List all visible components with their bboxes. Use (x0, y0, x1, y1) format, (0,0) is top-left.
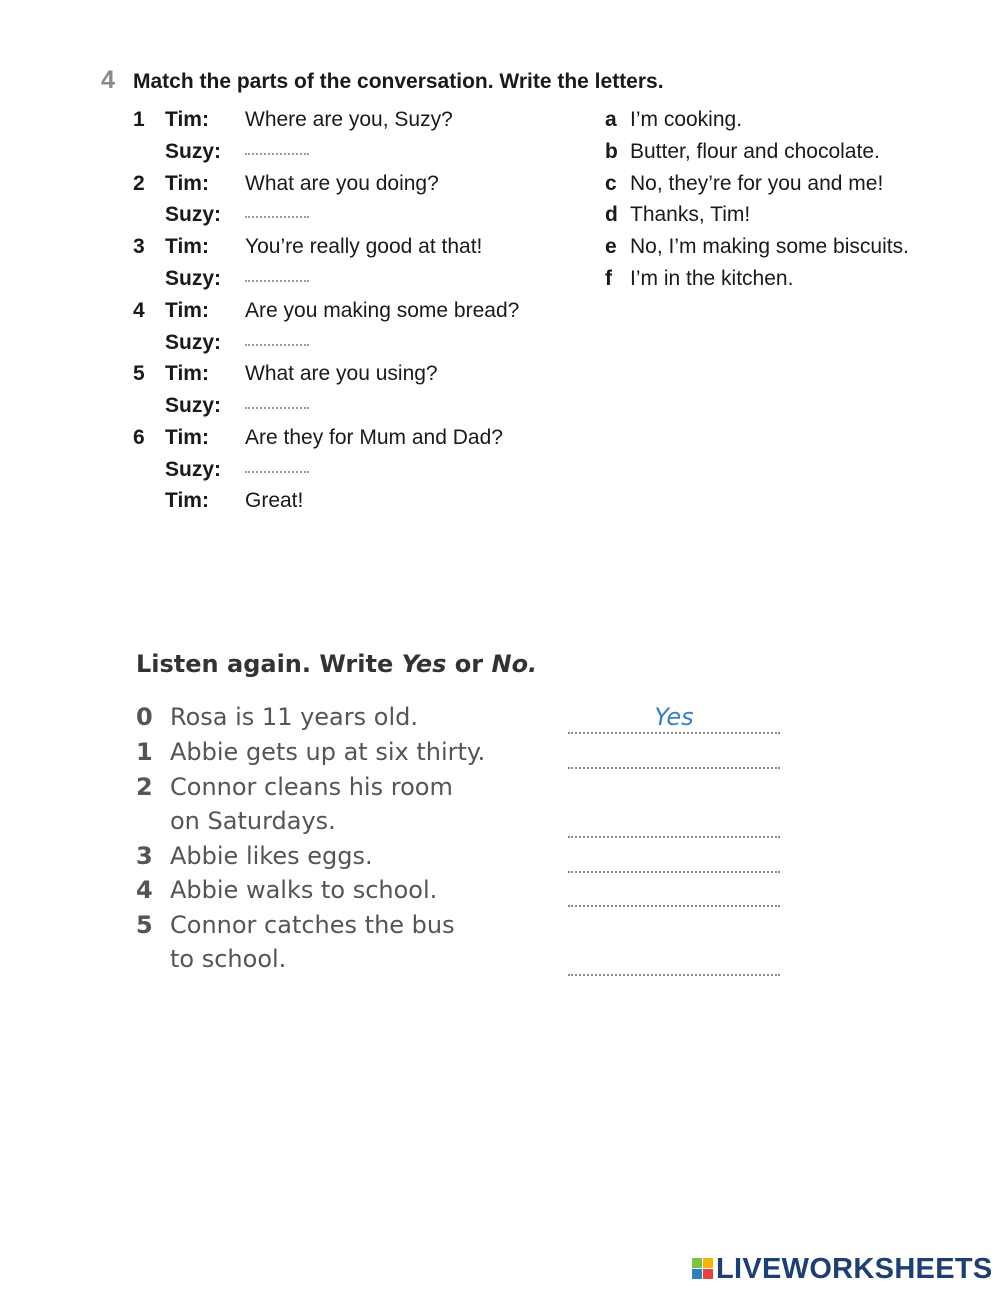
answer-field[interactable] (568, 806, 780, 838)
statement-text: Abbie likes eggs. (170, 842, 373, 870)
brand-name: LIVEWORKSHEETS (716, 1253, 993, 1285)
question-number: 4 (136, 876, 153, 904)
answer-letter: d (605, 203, 618, 226)
answer-letter: c (605, 172, 617, 195)
statement-text: on Saturdays. (170, 807, 336, 835)
question-number: 4 (133, 299, 145, 322)
answer-text: I’m cooking. (630, 108, 743, 131)
question-number: 5 (136, 911, 153, 939)
speaker-label: Suzy: (165, 267, 222, 290)
question-number: 2 (133, 172, 145, 195)
question-number: 2 (136, 773, 153, 801)
liveworksheets-logo-icon (692, 1258, 714, 1280)
answer-text: Thanks, Tim! (630, 203, 751, 226)
speaker-label: Suzy: (165, 458, 222, 481)
utterance: Great! (245, 489, 304, 512)
statement-text: Connor catches the bus (170, 911, 455, 939)
question-number: 3 (133, 235, 145, 258)
speaker-label: Suzy: (165, 203, 222, 226)
title-prefix: Listen again. Write (136, 650, 402, 678)
logo-square (692, 1258, 702, 1268)
answer-text: No, they’re for you and me! (630, 172, 884, 195)
exercise-title (136, 650, 537, 678)
exercise-4-heading (101, 66, 664, 95)
question-number: 1 (133, 108, 145, 131)
answer-blank[interactable] (245, 280, 309, 282)
answer-text: No, I’m making some biscuits. (630, 235, 909, 258)
utterance: Are they for Mum and Dad? (245, 426, 503, 449)
speaker-label: Tim: (165, 108, 209, 131)
utterance: Are you making some bread? (245, 299, 520, 322)
question-number: 0 (136, 703, 153, 731)
title-no: No. (491, 650, 538, 678)
answer-letter: a (605, 108, 617, 131)
speaker-label: Suzy: (165, 140, 222, 163)
speaker-label: Suzy: (165, 394, 222, 417)
answer-letter: e (605, 235, 617, 258)
utterance: What are you doing? (245, 172, 439, 195)
answer-field[interactable] (568, 841, 780, 873)
speaker-label: Tim: (165, 426, 209, 449)
answer-field[interactable] (568, 944, 780, 976)
title-mid: or (446, 650, 492, 678)
utterance: Where are you, Suzy? (245, 108, 453, 131)
speaker-label: Tim: (165, 362, 209, 385)
title-yes: Yes (401, 650, 447, 678)
question-number: 1 (136, 738, 153, 766)
statement-text: Connor cleans his room (170, 773, 453, 801)
answer-letter: f (605, 267, 612, 290)
answer-value: Yes (654, 703, 694, 731)
speaker-label: Tim: (165, 235, 209, 258)
answer-blank[interactable] (245, 471, 309, 473)
answer-blank[interactable] (245, 344, 309, 346)
exercise-title: Match the parts of the conversation. Write the letters. (133, 70, 664, 93)
utterance: What are you using? (245, 362, 438, 385)
answer-field[interactable] (568, 702, 780, 734)
answer-letter: b (605, 140, 618, 163)
answer-field[interactable] (568, 875, 780, 907)
speaker-label: Tim: (165, 172, 209, 195)
exercise-number: 4 (101, 66, 115, 94)
answer-blank[interactable] (245, 407, 309, 409)
logo-square (692, 1269, 702, 1279)
answer-text: Butter, flour and chocolate. (630, 140, 880, 163)
statement-text: Abbie walks to school. (170, 876, 438, 904)
answer-text: I’m in the kitchen. (630, 267, 794, 290)
logo-square (703, 1269, 713, 1279)
answer-field[interactable] (568, 737, 780, 769)
statement-text: Rosa is 11 years old. (170, 703, 418, 731)
statement-text: Abbie gets up at six thirty. (170, 738, 486, 766)
statement-text: to school. (170, 945, 287, 973)
logo-square (703, 1258, 713, 1268)
utterance: You’re really good at that! (245, 235, 483, 258)
question-number: 5 (133, 362, 145, 385)
answer-blank[interactable] (245, 216, 309, 218)
question-number: 6 (133, 426, 145, 449)
answer-blank[interactable] (245, 153, 309, 155)
question-number: 3 (136, 842, 153, 870)
speaker-label: Tim: (165, 489, 209, 512)
speaker-label: Tim: (165, 299, 209, 322)
speaker-label: Suzy: (165, 331, 222, 354)
